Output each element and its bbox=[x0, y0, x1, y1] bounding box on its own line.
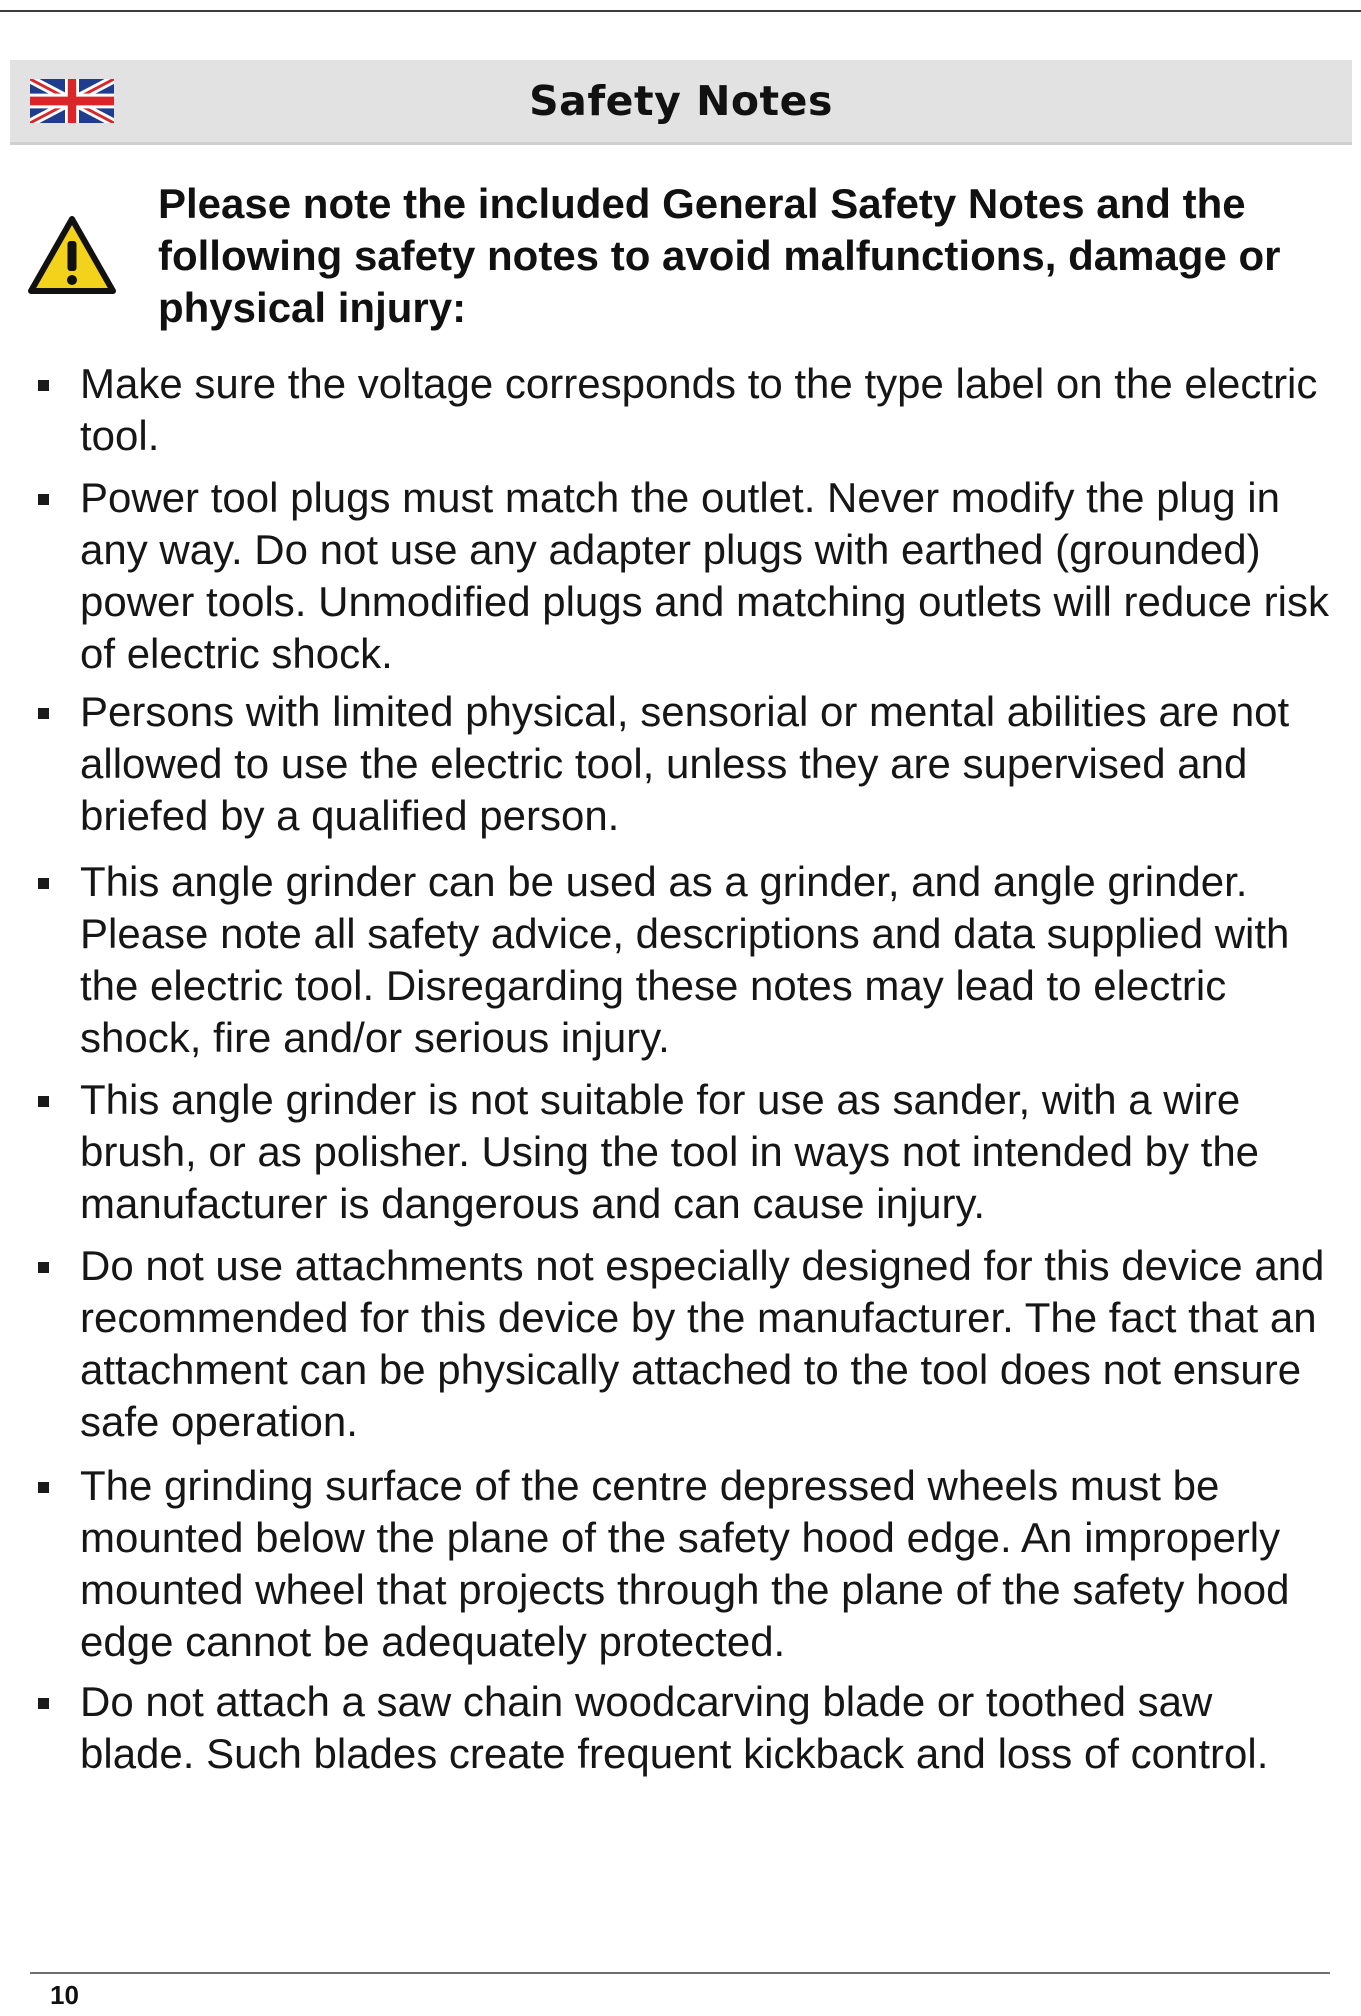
bullet-icon bbox=[38, 380, 49, 391]
bullet-icon bbox=[38, 1482, 49, 1493]
note-text: The grinding surface of the centre depressed wheels must be mounted below the plane of the safety hood edge. An improperly mounted wheel that projects through the plane of the safety hood edge cannot be adequately protected. bbox=[80, 1462, 1290, 1665]
page-number: 10 bbox=[50, 1980, 79, 2010]
bullet-icon bbox=[38, 708, 49, 719]
note-text: This angle grinder is not suitable for use as sander, with a wire brush, or as polisher. Using the tool in ways not intended by the manufacturer is dangerous and can cause injury. bbox=[80, 1076, 1260, 1227]
note-text: Do not use attachments not especially designed for this device and recommended for this device by the manufacturer. The fact that an attachment can be physically attached to the tool does not ensure safe operation. bbox=[80, 1242, 1325, 1445]
top-rule bbox=[0, 10, 1361, 12]
page-title: Safety Notes bbox=[529, 77, 833, 125]
note-text: Persons with limited physical, sensorial or mental abilities are not allowed to use the electric tool, unless they are supervised and briefed by a qualified person. bbox=[80, 688, 1290, 839]
bullet-icon bbox=[38, 494, 49, 505]
bullet-icon bbox=[38, 878, 49, 889]
note-text: This angle grinder can be used as a grinder, and angle grinder. Please note all safety advice, descriptions and data supplied with the electric tool. Disregarding these notes may lead to electric shock, fire and/or serious injury. bbox=[80, 858, 1290, 1061]
warning-triangle-icon bbox=[28, 215, 116, 295]
note-text: Power tool plugs must match the outlet. Never modify the plug in any way. Do not use any adapter plugs with earthed (grounded) power tools. Unmodified plugs and matching outlets will reduce risk of electric shock. bbox=[80, 474, 1329, 677]
bullet-icon bbox=[38, 1698, 49, 1709]
intro-warning-text: Please note the included General Safety Notes and the following safety notes to avoid malfunctions, damage or physical injury: bbox=[158, 180, 1281, 331]
bullet-icon bbox=[38, 1262, 49, 1273]
footer-rule bbox=[30, 1972, 1330, 1974]
section-header bbox=[10, 60, 1352, 145]
note-text: Do not attach a saw chain woodcarving blade or toothed saw blade. Such blades create frequent kickback and loss of control. bbox=[80, 1678, 1269, 1777]
note-text: Make sure the voltage corresponds to the type label on the electric tool. bbox=[80, 360, 1318, 459]
bullet-icon bbox=[38, 1096, 49, 1107]
